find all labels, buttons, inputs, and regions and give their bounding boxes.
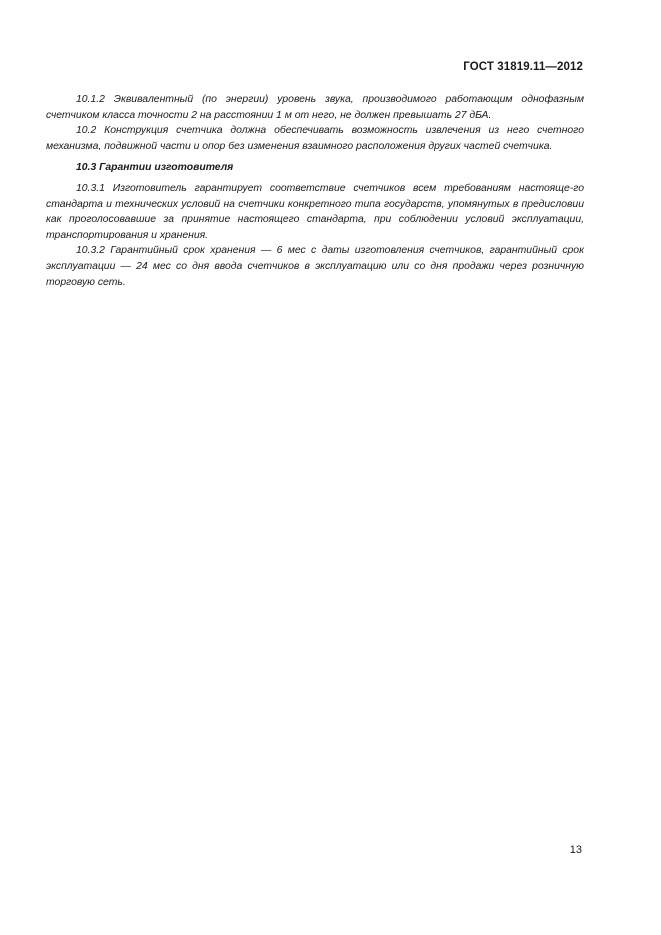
document-body bbox=[46, 92, 584, 290]
paragraph-10-1-2: 10.1.2 Эквивалентный (по энергии) уровень звука, производимого работающим однофазным счетчиком класса точности 2 на расстоянии 1 м от него, не должен превышать 27 дБА. bbox=[46, 94, 584, 121]
standard-id-header: ГОСТ 31819.11—2012 bbox=[463, 61, 583, 73]
paragraph-10-3-1: 10.3.1 Изготовитель гарантирует соответствие счетчиков всем требованиям настояще-го стандарта и технических условий на счетчики конкретного типа государств, упомянутых в предисловии как проголосовавшие за принятие настоящего стандарта, при соблюдении условий эксплуатации, транспортирования и хранения. bbox=[46, 182, 584, 241]
section-heading-10-3: 10.3 Гарантии изготовителя bbox=[76, 162, 234, 174]
paragraph-10-2: 10.2 Конструкция счетчика должна обеспечивать возможность извлечения из него счетного механизма, подвижной части и опор без изменения взаимного расположения других частей счетчика. bbox=[46, 125, 584, 152]
paragraph-10-3-2: 10.3.2 Гарантийный срок хранения — 6 мес с даты изготовления счетчиков, гарантийный срок эксплуатации — 24 мес со дня ввода счетчиков в эксплуатацию или со дня продажи через розничную торговую сеть. bbox=[46, 245, 584, 288]
page-number: 13 bbox=[569, 844, 582, 856]
